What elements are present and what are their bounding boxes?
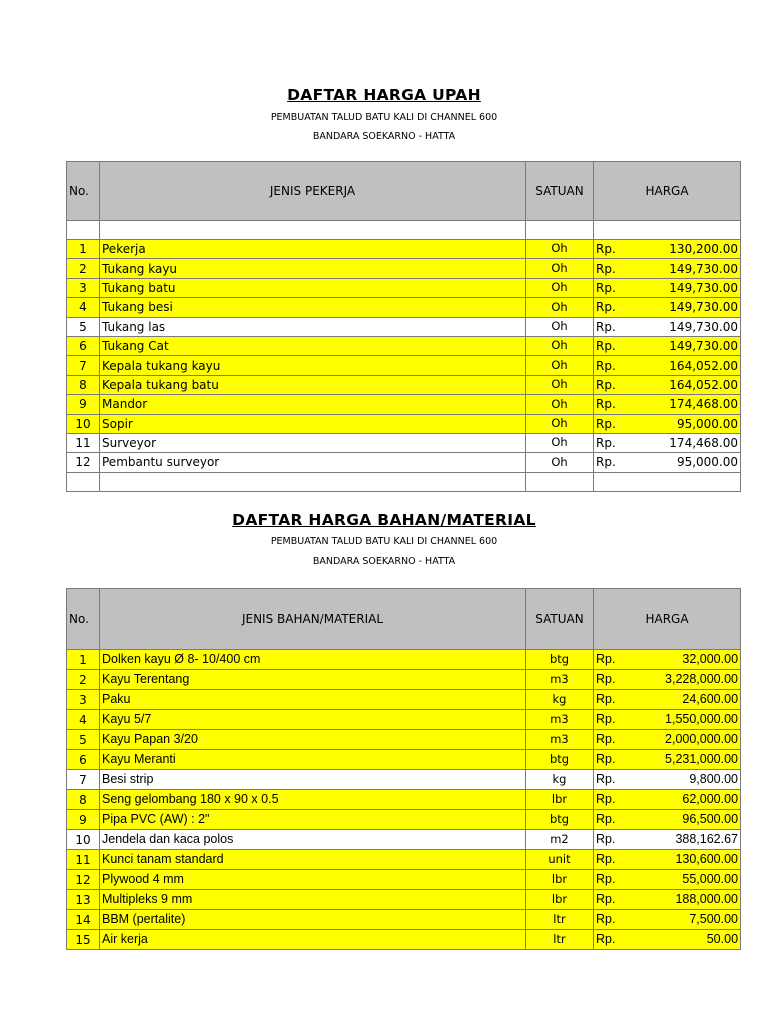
row-currency: Rp. — [594, 790, 630, 810]
row-currency: Rp. — [594, 240, 630, 259]
upah-row — [67, 336, 741, 355]
row-price: 32,000.00 — [630, 650, 741, 670]
row-price: 1,550,000.00 — [630, 710, 741, 730]
row-price: 149,730.00 — [630, 278, 741, 297]
row-price: 130,600.00 — [630, 850, 741, 870]
row-number: 2 — [67, 259, 100, 278]
row-price: 3,228,000.00 — [630, 670, 741, 690]
row-number: 6 — [67, 336, 100, 355]
material-row — [67, 910, 741, 930]
row-name: Tukang Cat — [100, 336, 526, 355]
row-currency: Rp. — [594, 810, 630, 830]
row-currency: Rp. — [594, 830, 630, 850]
upah-row — [67, 278, 741, 297]
row-number: 6 — [67, 750, 100, 770]
row-name: Air kerja — [100, 930, 526, 950]
row-unit: Oh — [526, 433, 594, 452]
row-price: 149,730.00 — [630, 317, 741, 336]
upah-header-row — [67, 162, 741, 221]
row-currency: Rp. — [594, 433, 630, 452]
row-name: Kayu 5/7 — [100, 710, 526, 730]
header-harga: HARGA — [594, 589, 741, 650]
material-row — [67, 710, 741, 730]
row-currency: Rp. — [594, 750, 630, 770]
row-unit: m2 — [526, 830, 594, 850]
row-name: Tukang batu — [100, 278, 526, 297]
row-name: Dolken kayu Ø 8- 10/400 cm — [100, 650, 526, 670]
material-row — [67, 930, 741, 950]
row-number: 10 — [67, 414, 100, 433]
row-name: Sopir — [100, 414, 526, 433]
row-currency: Rp. — [594, 730, 630, 750]
row-name: Kepala tukang kayu — [100, 356, 526, 375]
row-unit: Oh — [526, 298, 594, 317]
row-number: 11 — [67, 433, 100, 452]
upah-row — [67, 395, 741, 414]
row-name: Kunci tanam standard — [100, 850, 526, 870]
row-number: 14 — [67, 910, 100, 930]
row-currency: Rp. — [594, 317, 630, 336]
material-table — [66, 588, 741, 950]
upah-row — [67, 317, 741, 336]
upah-row — [67, 453, 741, 472]
row-currency: Rp. — [594, 670, 630, 690]
row-name: Besi strip — [100, 770, 526, 790]
row-price: 55,000.00 — [630, 870, 741, 890]
row-number: 4 — [67, 710, 100, 730]
row-name: Kayu Terentang — [100, 670, 526, 690]
row-currency: Rp. — [594, 414, 630, 433]
row-currency: Rp. — [594, 710, 630, 730]
row-number: 4 — [67, 298, 100, 317]
row-currency: Rp. — [594, 395, 630, 414]
row-name: Kepala tukang batu — [100, 375, 526, 394]
row-currency: Rp. — [594, 910, 630, 930]
row-currency: Rp. — [594, 770, 630, 790]
row-number: 1 — [67, 240, 100, 259]
row-currency: Rp. — [594, 298, 630, 317]
row-unit: lbr — [526, 790, 594, 810]
upah-row — [67, 414, 741, 433]
material-title: DAFTAR HARGA BAHAN/MATERIAL — [232, 511, 536, 529]
row-unit: Oh — [526, 375, 594, 394]
row-unit: ltr — [526, 910, 594, 930]
row-price: 95,000.00 — [630, 414, 741, 433]
row-name: Pipa PVC (AW) : 2" — [100, 810, 526, 830]
row-unit: unit — [526, 850, 594, 870]
row-number: 10 — [67, 830, 100, 850]
header-jenis-bahan: JENIS BAHAN/MATERIAL — [100, 589, 526, 650]
row-name: Mandor — [100, 395, 526, 414]
row-price: 174,468.00 — [630, 433, 741, 452]
row-currency: Rp. — [594, 375, 630, 394]
row-currency: Rp. — [594, 850, 630, 870]
row-unit: btg — [526, 810, 594, 830]
row-price: 149,730.00 — [630, 259, 741, 278]
upah-row — [67, 298, 741, 317]
row-number: 12 — [67, 453, 100, 472]
upah-title: DAFTAR HARGA UPAH — [287, 86, 481, 104]
upah-table — [66, 161, 741, 492]
row-unit: Oh — [526, 453, 594, 472]
row-unit: m3 — [526, 670, 594, 690]
row-price: 96,500.00 — [630, 810, 741, 830]
row-currency: Rp. — [594, 336, 630, 355]
row-unit: btg — [526, 650, 594, 670]
upah-subtitle-project: PEMBUATAN TALUD BATU KALI DI CHANNEL 600 — [270, 112, 498, 123]
row-currency: Rp. — [594, 356, 630, 375]
upah-row — [67, 240, 741, 259]
row-currency: Rp. — [594, 890, 630, 910]
material-row — [67, 890, 741, 910]
row-price: 174,468.00 — [630, 395, 741, 414]
row-price: 149,730.00 — [630, 298, 741, 317]
row-unit: lbr — [526, 890, 594, 910]
row-name: Paku — [100, 690, 526, 710]
row-number: 3 — [67, 278, 100, 297]
row-number: 5 — [67, 317, 100, 336]
row-number: 5 — [67, 730, 100, 750]
row-unit: ltr — [526, 930, 594, 950]
row-name: Kayu Papan 3/20 — [100, 730, 526, 750]
row-unit: btg — [526, 750, 594, 770]
row-currency: Rp. — [594, 930, 630, 950]
row-price: 50.00 — [630, 930, 741, 950]
row-number: 11 — [67, 850, 100, 870]
row-unit: lbr — [526, 870, 594, 890]
material-row — [67, 790, 741, 810]
row-number: 9 — [67, 395, 100, 414]
row-unit: Oh — [526, 317, 594, 336]
row-unit: Oh — [526, 395, 594, 414]
row-number: 1 — [67, 650, 100, 670]
row-unit: m3 — [526, 710, 594, 730]
row-price: 149,730.00 — [630, 336, 741, 355]
row-number: 8 — [67, 790, 100, 810]
row-number: 9 — [67, 810, 100, 830]
row-unit: Oh — [526, 414, 594, 433]
row-number: 7 — [67, 356, 100, 375]
upah-row — [67, 433, 741, 452]
row-price: 7,500.00 — [630, 910, 741, 930]
row-unit: Oh — [526, 240, 594, 259]
row-currency: Rp. — [594, 650, 630, 670]
row-currency: Rp. — [594, 870, 630, 890]
row-price: 2,000,000.00 — [630, 730, 741, 750]
row-unit: Oh — [526, 259, 594, 278]
row-number: 3 — [67, 690, 100, 710]
row-price: 130,200.00 — [630, 240, 741, 259]
material-row — [67, 730, 741, 750]
row-name: Multipleks 9 mm — [100, 890, 526, 910]
material-row — [67, 670, 741, 690]
row-price: 9,800.00 — [630, 770, 741, 790]
row-price: 95,000.00 — [630, 453, 741, 472]
material-row — [67, 650, 741, 670]
material-subtitle-location: BANDARA SOEKARNO - HATTA — [312, 556, 456, 567]
row-price: 62,000.00 — [630, 790, 741, 810]
row-number: 15 — [67, 930, 100, 950]
row-unit: kg — [526, 770, 594, 790]
material-row — [67, 870, 741, 890]
row-number: 2 — [67, 670, 100, 690]
row-price: 164,052.00 — [630, 356, 741, 375]
row-name: Surveyor — [100, 433, 526, 452]
material-row — [67, 810, 741, 830]
header-no: No. — [67, 162, 100, 221]
material-row — [67, 770, 741, 790]
row-name: Tukang las — [100, 317, 526, 336]
row-currency: Rp. — [594, 453, 630, 472]
row-unit: Oh — [526, 336, 594, 355]
row-currency: Rp. — [594, 259, 630, 278]
row-unit: Oh — [526, 356, 594, 375]
row-unit: m3 — [526, 730, 594, 750]
material-row — [67, 750, 741, 770]
material-row — [67, 850, 741, 870]
row-currency: Rp. — [594, 278, 630, 297]
upah-subtitle-location: BANDARA SOEKARNO - HATTA — [312, 131, 456, 142]
material-header-row — [67, 589, 741, 650]
upah-trailing-row — [67, 472, 741, 491]
material-row — [67, 690, 741, 710]
upah-row — [67, 259, 741, 278]
row-number: 13 — [67, 890, 100, 910]
row-name: Plywood 4 mm — [100, 870, 526, 890]
header-harga: HARGA — [594, 162, 741, 221]
row-price: 24,600.00 — [630, 690, 741, 710]
row-name: BBM (pertalite) — [100, 910, 526, 930]
row-name: Tukang kayu — [100, 259, 526, 278]
upah-spacer-row — [67, 221, 741, 240]
header-satuan: SATUAN — [526, 589, 594, 650]
row-name: Jendela dan kaca polos — [100, 830, 526, 850]
row-name: Pekerja — [100, 240, 526, 259]
row-unit: kg — [526, 690, 594, 710]
row-price: 164,052.00 — [630, 375, 741, 394]
material-row — [67, 830, 741, 850]
row-price: 5,231,000.00 — [630, 750, 741, 770]
row-price: 188,000.00 — [630, 890, 741, 910]
row-name: Kayu Meranti — [100, 750, 526, 770]
row-name: Tukang besi — [100, 298, 526, 317]
row-name: Seng gelombang 180 x 90 x 0.5 — [100, 790, 526, 810]
upah-row — [67, 375, 741, 394]
header-jenis-pekerja: JENIS PEKERJA — [100, 162, 526, 221]
row-number: 12 — [67, 870, 100, 890]
header-satuan: SATUAN — [526, 162, 594, 221]
row-number: 8 — [67, 375, 100, 394]
row-unit: Oh — [526, 278, 594, 297]
upah-row — [67, 356, 741, 375]
material-subtitle-project: PEMBUATAN TALUD BATU KALI DI CHANNEL 600 — [270, 536, 498, 547]
row-currency: Rp. — [594, 690, 630, 710]
header-no: No. — [67, 589, 100, 650]
row-price: 388,162.67 — [630, 830, 741, 850]
row-number: 7 — [67, 770, 100, 790]
row-name: Pembantu surveyor — [100, 453, 526, 472]
